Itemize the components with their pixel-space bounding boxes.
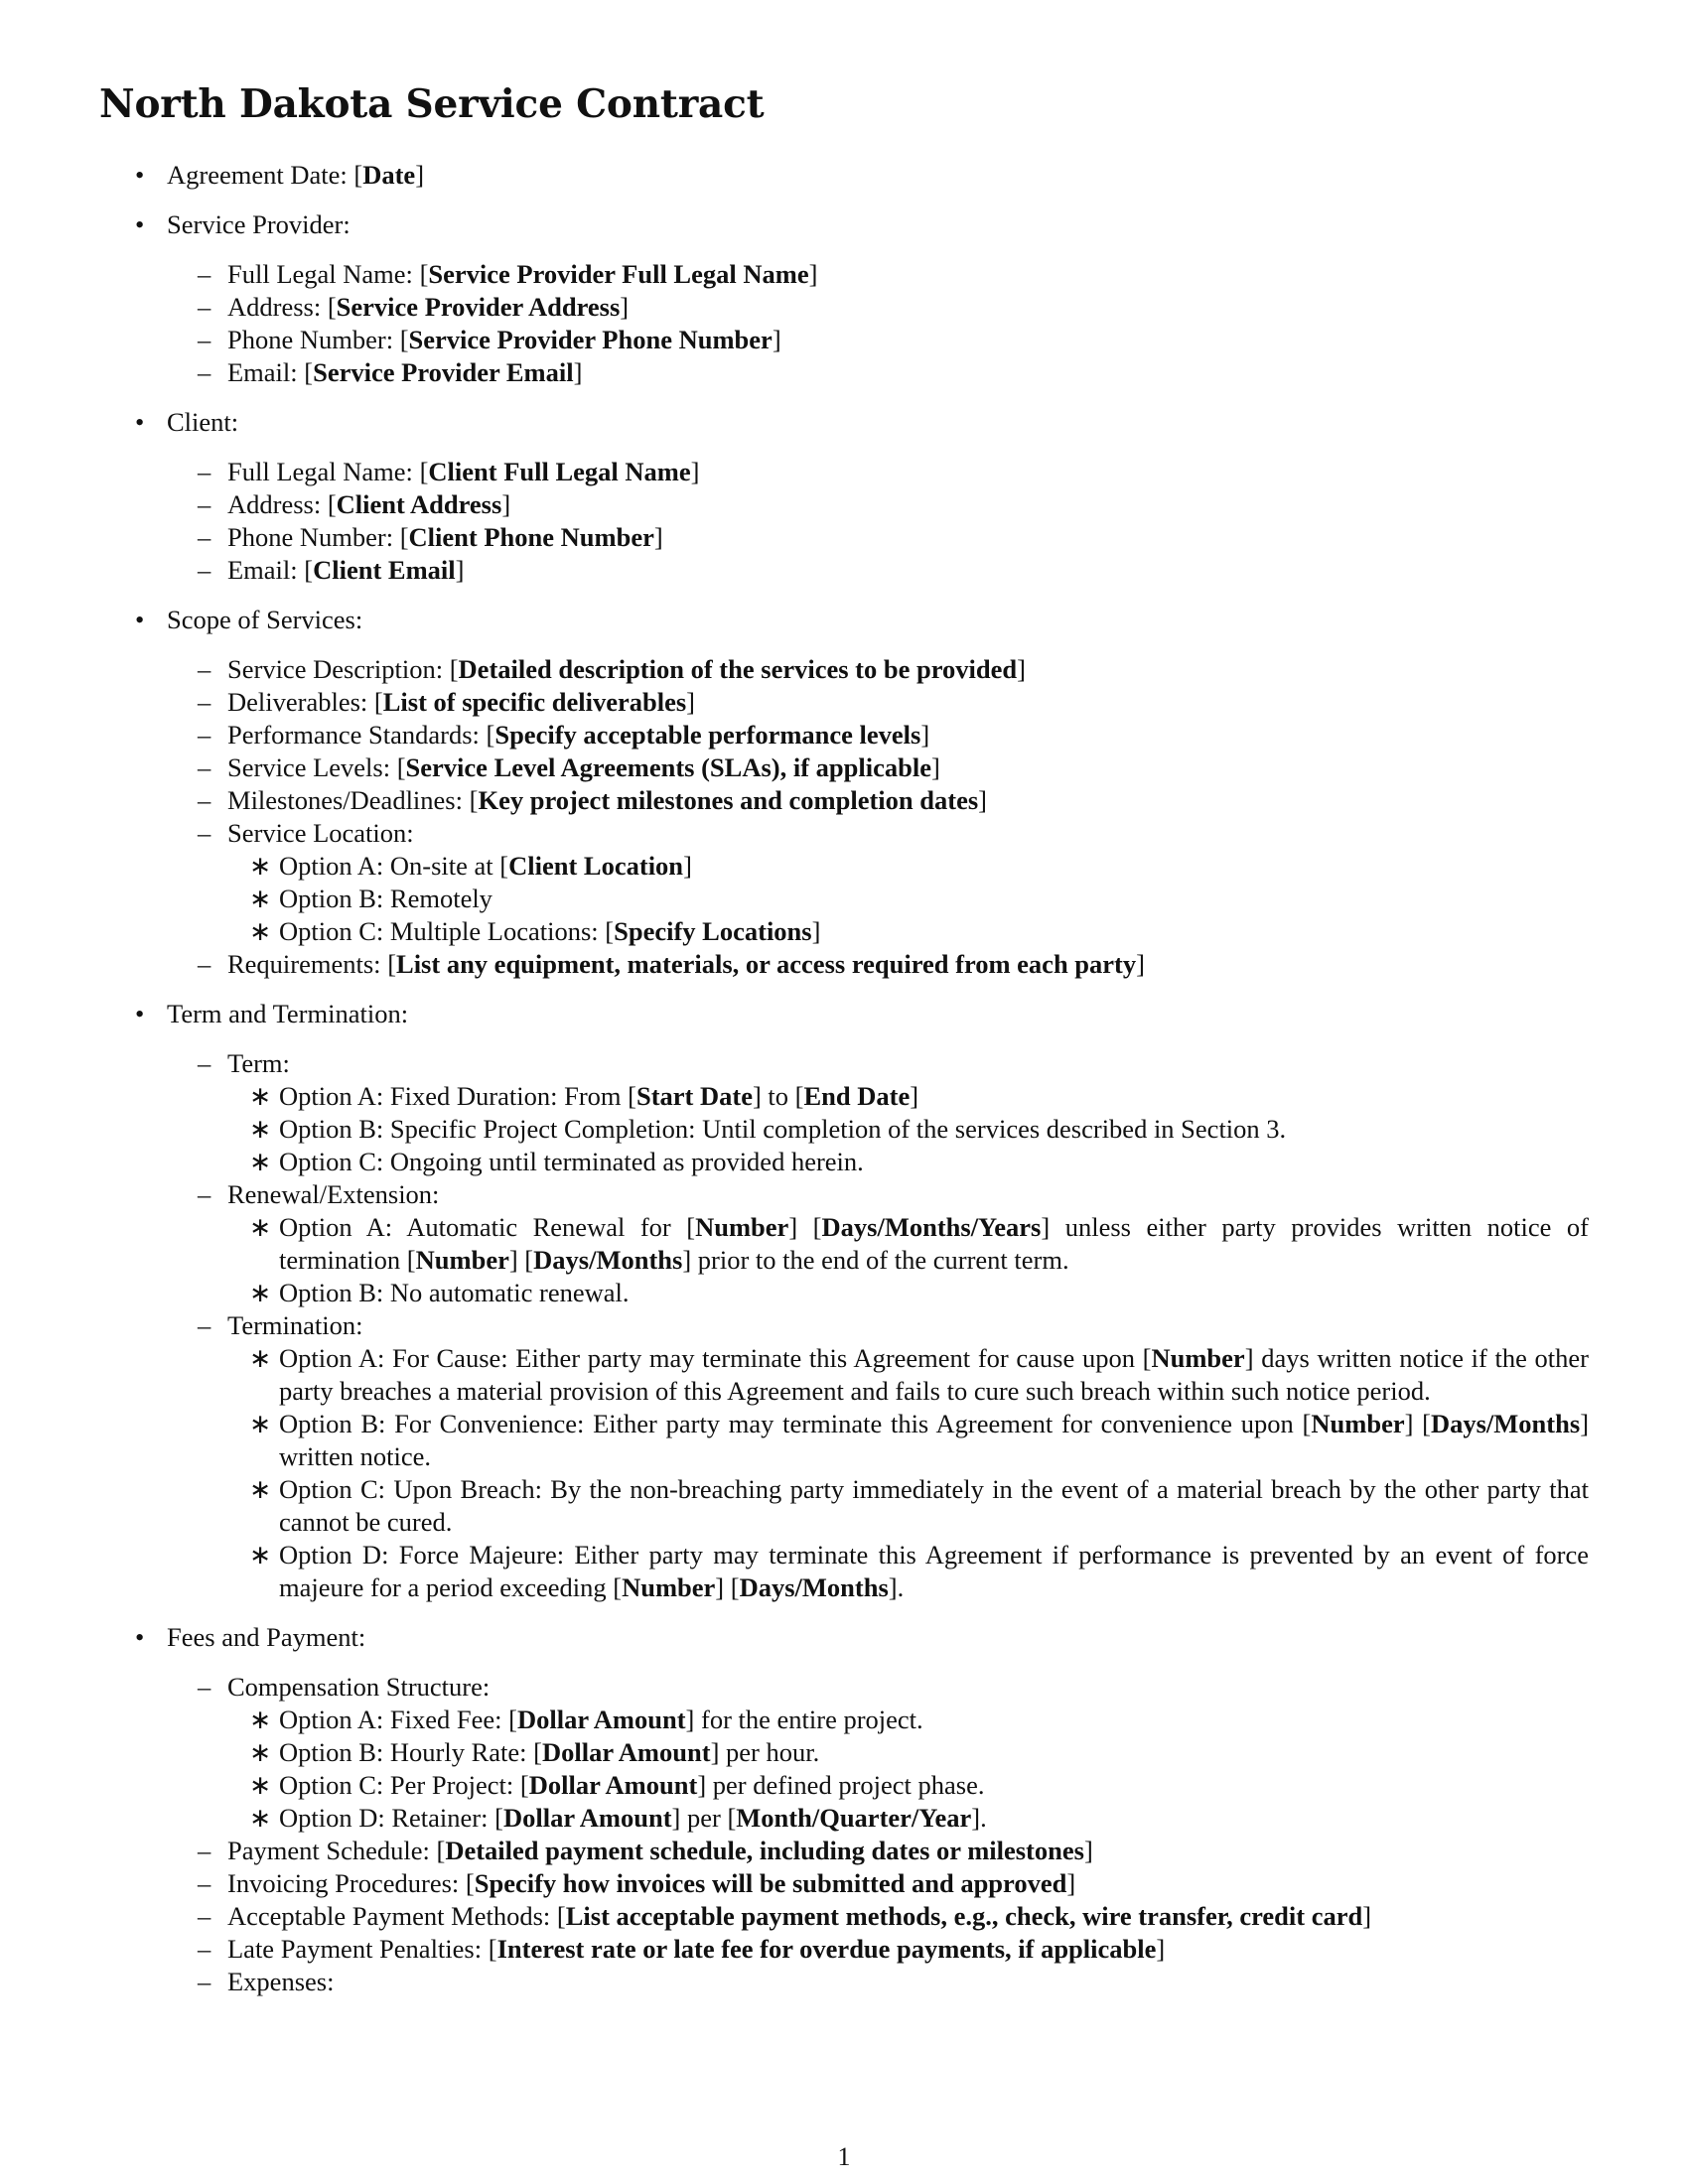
- list-item: ∗ Option A: Fixed Duration: From [Start Date] to [End Date]: [99, 1080, 1589, 1113]
- list-item: – Address: [Client Address]: [99, 488, 1589, 521]
- list-item: – Invoicing Procedures: [Specify how invoices will be submitted and approved]: [99, 1867, 1589, 1900]
- list-item: – Payment Schedule: [Detailed payment schedule, including dates or milestones]: [99, 1835, 1589, 1867]
- list-item: – Full Legal Name: [Service Provider Full Legal Name]: [99, 258, 1589, 291]
- list-item: ∗ Option A: On-site at [Client Location]: [99, 850, 1589, 883]
- termination-item: – Termination: ∗ Option A: For Cause: Either party may terminate this Agreement for cause upon [Number] days written notice if the other party breaches a material provision of this Agreement and fails to cure such breach within such notice period. ∗ Option B: For Convenience: Either party may terminate this Agreement for convenience upon [Number] [Days/Months] written notice. ∗ Option C: Upon Breach: By the non-breaching party immediately in the event of a material breach by the other party that cannot be cured. ∗ Option D: Force Majeure: Either party may terminate this Agreement if performance is prevented by an event of force majeure for a period exceeding [Number] [Days/Months].: [99, 1309, 1589, 1604]
- list-item: ∗ Option A: Automatic Renewal for [Number] [Days/Months/Years] unless either party provides written notice of termination [Number] [Days/Months] prior to the end of the current term.: [99, 1211, 1589, 1277]
- list-item: ∗ Option D: Retainer: [Dollar Amount] per [Month/Quarter/Year].: [99, 1802, 1589, 1835]
- list-item: ∗ Option A: For Cause: Either party may terminate this Agreement for cause upon [Number] days written notice if the other party breaches a material provision of this Agreement and fails to cure such breach within such notice period.: [99, 1342, 1589, 1408]
- list-item: ∗ Option B: Remotely: [99, 883, 1589, 915]
- page-title: North Dakota Service Contract: [99, 81, 765, 127]
- list-item: – Phone Number: [Service Provider Phone Number]: [99, 324, 1589, 356]
- service-location-item: – Service Location: ∗ Option A: On-site at [Client Location] ∗ Option B: Remotely ∗ Option C: Multiple Locations: [Specify Locations]: [99, 817, 1589, 948]
- renewal-item: – Renewal/Extension: ∗ Option A: Automatic Renewal for [Number] [Days/Months/Years] unless either party provides written notice of termination [Number] [Days/Months] prior to the end of the current term. ∗ Option B: No automatic renewal.: [99, 1178, 1589, 1309]
- scope-section: • Scope of Services: – Service Description: [Detailed description of the services to be provided] – Deliverables: [List of specific deliverables] – Performance Standards: [Specify acceptable performance levels] – Service Levels: [Service Level Agreements (SLAs), if applicable] – Milestones/Deadlines: [Key project milestones and completion dates] – Service Location: ∗ Option A: On-site at [Client Location] ∗ Option B: Remotely ∗ Option C: Multiple Locations: [Specify Locations] – Requirements: [List any equipment, materials, or access required from each party]: [99, 604, 1589, 981]
- list-item: – Milestones/Deadlines: [Key project milestones and completion dates]: [99, 784, 1589, 817]
- list-item: – Address: [Service Provider Address]: [99, 291, 1589, 324]
- list-item: ∗ Option B: Hourly Rate: [Dollar Amount] per hour.: [99, 1736, 1589, 1769]
- list-item: – Acceptable Payment Methods: [List acceptable payment methods, e.g., check, wire transfer, credit card]: [99, 1900, 1589, 1933]
- list-item: – Email: [Service Provider Email]: [99, 356, 1589, 389]
- list-item: – Deliverables: [List of specific deliverables]: [99, 686, 1589, 719]
- list-item: ∗ Option B: Specific Project Completion: Until completion of the services described in Section 3.: [99, 1113, 1589, 1146]
- list-item: – Phone Number: [Client Phone Number]: [99, 521, 1589, 554]
- list-item: – Service Levels: [Service Level Agreements (SLAs), if applicable]: [99, 751, 1589, 784]
- list-item: ∗ Option B: For Convenience: Either party may terminate this Agreement for convenience upon [Number] [Days/Months] written notice.: [99, 1408, 1589, 1473]
- list-item: ∗ Option C: Per Project: [Dollar Amount] per defined project phase.: [99, 1769, 1589, 1802]
- page-number: 1: [837, 2142, 851, 2171]
- list-item: – Service Description: [Detailed description of the services to be provided]: [99, 653, 1589, 686]
- term-item: – Term: ∗ Option A: Fixed Duration: From [Start Date] to [End Date] ∗ Option B: Specific Project Completion: Until completion of the services described in Section 3. ∗ Option C: Ongoing until terminated as provided herein.: [99, 1047, 1589, 1178]
- list-item: ∗ Option C: Multiple Locations: [Specify Locations]: [99, 915, 1589, 948]
- list-item: ∗ Option C: Ongoing until terminated as provided herein.: [99, 1146, 1589, 1178]
- list-item: – Requirements: [List any equipment, materials, or access required from each party]: [99, 948, 1589, 981]
- contract-body: [99, 159, 1589, 1998]
- list-item: – Expenses:: [99, 1966, 1589, 1998]
- list-item: ∗ Option B: No automatic renewal.: [99, 1277, 1589, 1309]
- list-item: – Late Payment Penalties: [Interest rate or late fee for overdue payments, if applicable]: [99, 1933, 1589, 1966]
- list-item: ∗ Option D: Force Majeure: Either party may terminate this Agreement if performance is prevented by an event of force majeure for a period exceeding [Number] [Days/Months].: [99, 1539, 1589, 1604]
- list-item: – Full Legal Name: [Client Full Legal Name]: [99, 456, 1589, 488]
- fees-section: • Fees and Payment: – Compensation Structure: ∗ Option A: Fixed Fee: [Dollar Amount] for the entire project. ∗ Option B: Hourly Rate: [Dollar Amount] per hour. ∗ Option C: Per Project: [Dollar Amount] per defined project phase. ∗ Option D: Retainer: [Dollar Amount] per [Month/Quarter/Year]. – Payment Schedule: [Detailed payment schedule, including dates or milestones] – Invoicing Procedures: [Specify how invoices will be submitted and approved] – Acceptable Payment Methods: [List acceptable payment methods, e.g., check, wire transfer, credit card] – Late Payment Penalties: [Interest rate or late fee for overdue payments, if applicable] – Expenses:: [99, 1621, 1589, 1998]
- list-item: – Email: [Client Email]: [99, 554, 1589, 587]
- compensation-item: – Compensation Structure: ∗ Option A: Fixed Fee: [Dollar Amount] for the entire project. ∗ Option B: Hourly Rate: [Dollar Amount] per hour. ∗ Option C: Per Project: [Dollar Amount] per defined project phase. ∗ Option D: Retainer: [Dollar Amount] per [Month/Quarter/Year].: [99, 1671, 1589, 1835]
- list-item: ∗ Option A: Fixed Fee: [Dollar Amount] for the entire project.: [99, 1704, 1589, 1736]
- agreement-date-item: • Agreement Date: [Date]: [99, 159, 1589, 192]
- term-termination-section: • Term and Termination: – Term: ∗ Option A: Fixed Duration: From [Start Date] to [End Date] ∗ Option B: Specific Project Completion: Until completion of the services described in Section 3. ∗ Option C: Ongoing until terminated as provided herein. – Renewal/Extension: ∗ Option A: Automatic Renewal for [Number] [Days/Months/Years] unless either party provides written notice of termination [Number] [Days/Months] prior to the end of the current term. ∗ Option B: No automatic renewal. – Termination: ∗ Option A: For Cause: Either party may terminate this Agreement for cause upon [Number] days written notice if the other party breaches a material provision of this Agreement and fails to cure such breach within such notice period. ∗ Option B: For Convenience: Either party may terminate this Agreement for convenience upon [Number] [Days/Months] written notice. ∗ Option C: Upon Breach: By the non-breaching party immediately in the event of a material breach by the other party that cannot be cured. ∗ Option D: Force Majeure: Either party may terminate this Agreement if performance is prevented by an event of force majeure for a period exceeding [Number] [Days/Months].: [99, 998, 1589, 1604]
- service-provider-section: • Service Provider: – Full Legal Name: [Service Provider Full Legal Name] – Address: [Service Provider Address] – Phone Number: [Service Provider Phone Number] – Email: [Service Provider Email]: [99, 208, 1589, 389]
- list-item: – Performance Standards: [Specify acceptable performance levels]: [99, 719, 1589, 751]
- client-section: • Client: – Full Legal Name: [Client Full Legal Name] – Address: [Client Address] – Phone Number: [Client Phone Number] – Email: [Client Email]: [99, 406, 1589, 587]
- list-item: ∗ Option C: Upon Breach: By the non-breaching party immediately in the event of a material breach by the other party that cannot be cured.: [99, 1473, 1589, 1539]
